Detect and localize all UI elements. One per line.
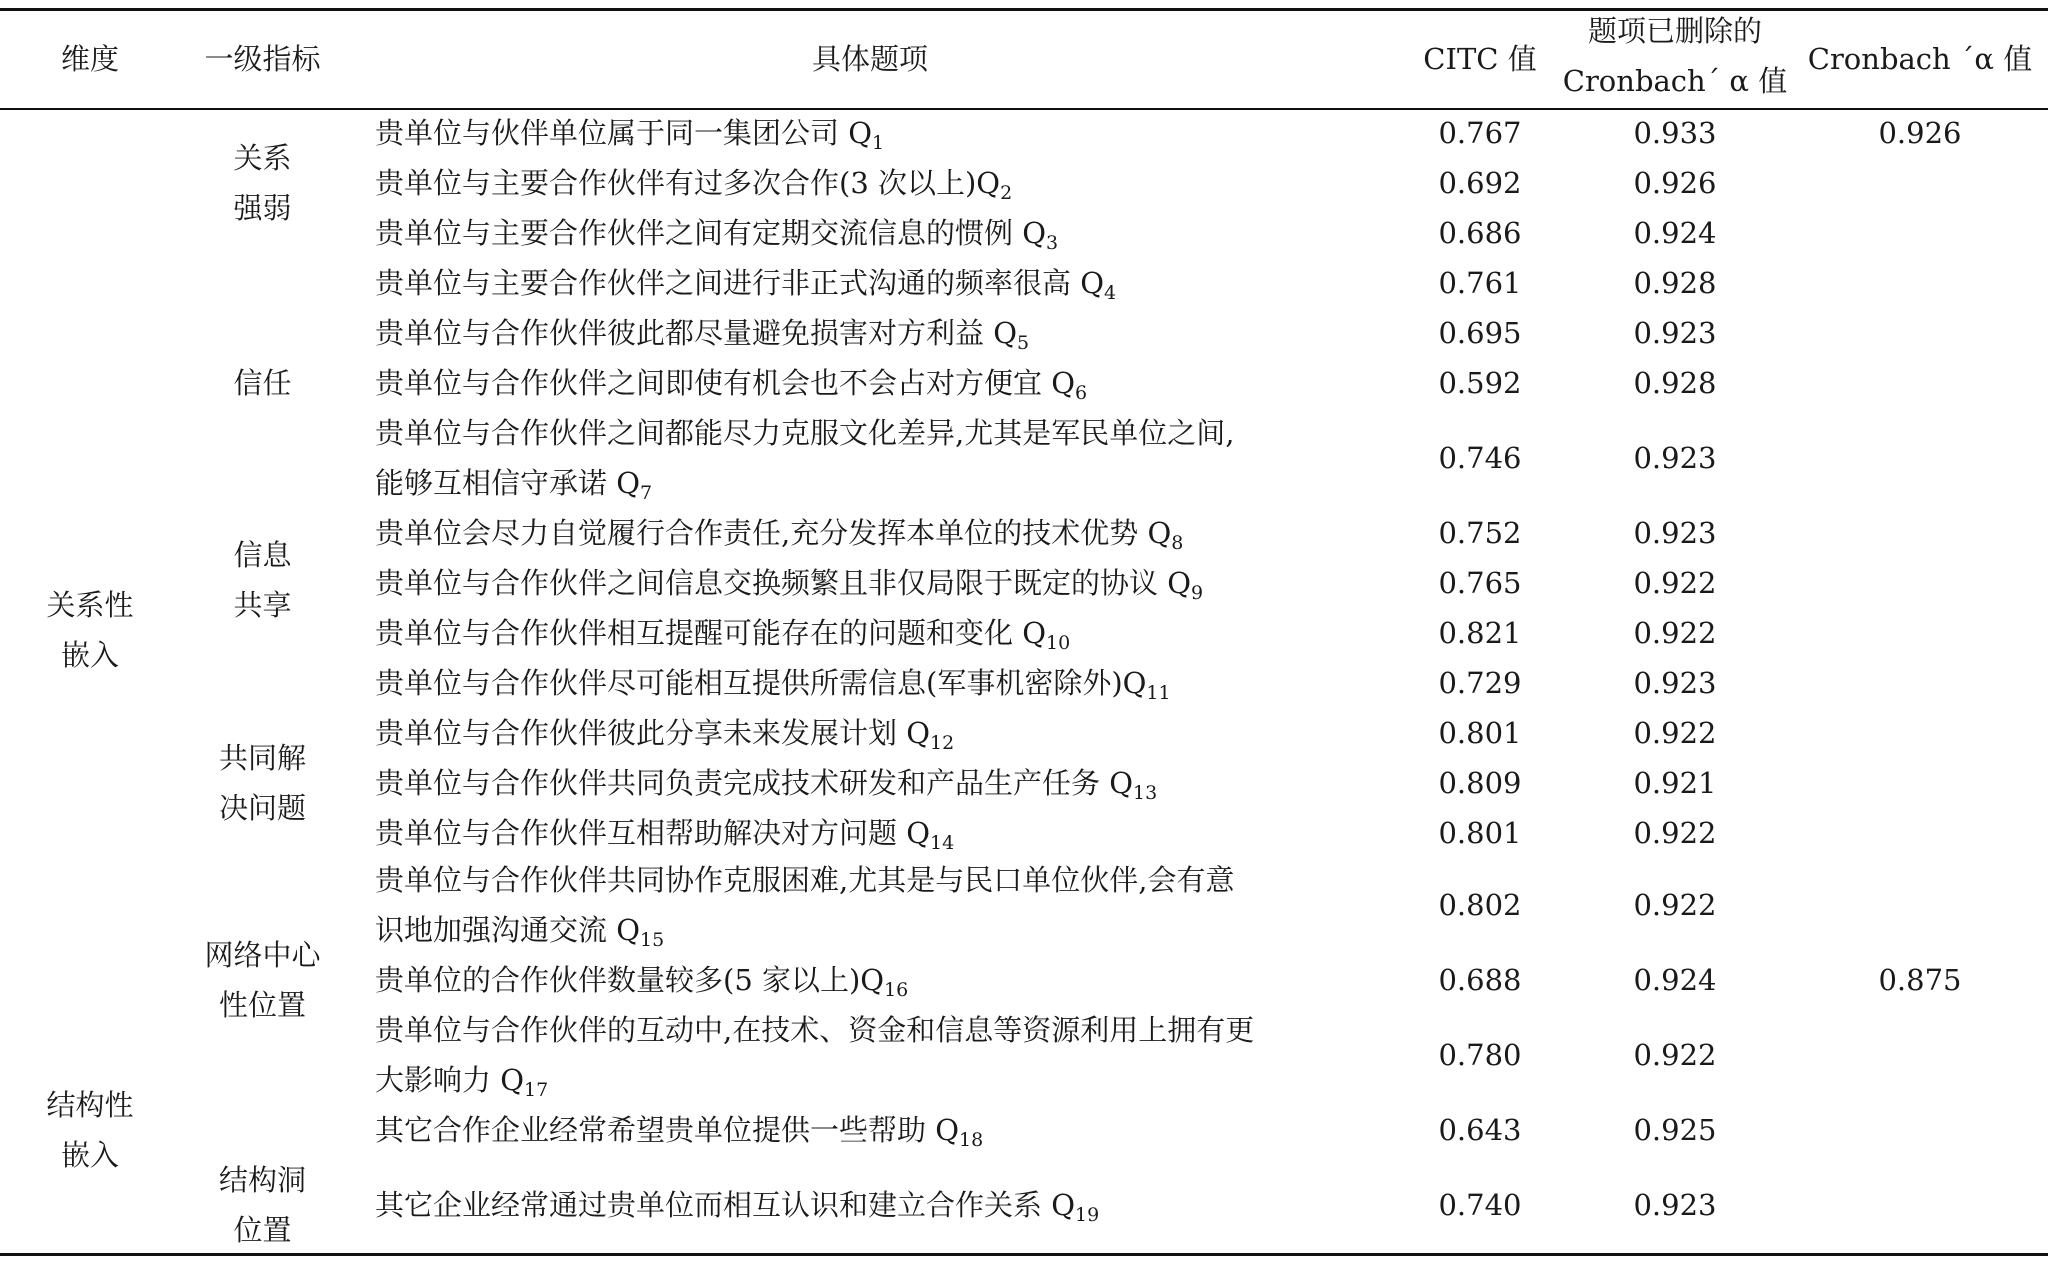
item-text: 贵单位与合作伙伴之间都能尽力克服文化差异,尤其是军民单位之间,: [375, 416, 1235, 450]
indicator-tie-strength-line2: 强弱: [233, 191, 292, 225]
citc-value: 0.643: [1438, 1113, 1522, 1147]
item-text: 其它合作企业经常希望贵单位提供一些帮助 $Q_{18}$: [375, 1113, 984, 1151]
header-deleted-line1: 题项已删除的: [1587, 14, 1762, 48]
deleted-alpha-value: 0.933: [1633, 116, 1717, 150]
citc-value: 0.692: [1438, 166, 1522, 200]
item-text: 贵单位与主要合作伙伴有过多次合作(3 次以上)$Q_2$: [375, 166, 1013, 204]
deleted-alpha-value: 0.925: [1633, 1113, 1717, 1147]
deleted-alpha-value: 0.923: [1633, 666, 1717, 700]
item-text: 贵单位与合作伙伴共同协作克服困难,尤其是与民口单位伙伴,会有意: [375, 863, 1235, 897]
citc-value: 0.592: [1438, 366, 1522, 400]
item-text: 贵单位的合作伙伴数量较多(5 家以上)$Q_{16}$: [375, 963, 909, 1001]
citc-value: 0.801: [1438, 716, 1522, 750]
item-text-continued: 大影响力 $Q_{17}$: [375, 1063, 549, 1101]
item-text: 贵单位与伙伴单位属于同一集团公司 $Q_1$: [375, 116, 885, 154]
indicator-centrality-line2: 性位置: [218, 988, 306, 1022]
indicator-centrality-line1: 网络中心: [204, 938, 321, 972]
deleted-alpha-value: 0.922: [1633, 566, 1717, 600]
indicator-joint-problem-line1: 共同解: [218, 741, 306, 775]
item-text: 贵单位与合作伙伴之间即使有机会也不会占对方便宜 $Q_6$: [375, 366, 1088, 404]
citc-value: 0.729: [1438, 666, 1522, 700]
item-text: 贵单位与主要合作伙伴之间进行非正式沟通的频率很高 $Q_4$: [375, 266, 1117, 304]
item-text: 贵单位与合作伙伴彼此分享未来发展计划 $Q_{12}$: [375, 716, 955, 754]
deleted-alpha-value: 0.922: [1633, 1038, 1717, 1072]
indicator-joint-problem-line2: 决问题: [218, 791, 306, 825]
citc-value: 0.740: [1438, 1188, 1522, 1222]
deleted-alpha-value: 0.922: [1633, 888, 1717, 922]
indicator-structural-hole-line2: 位置: [233, 1213, 292, 1247]
dimension-relational-line2: 嵌入: [60, 638, 119, 672]
citc-value: 0.780: [1438, 1038, 1522, 1072]
item-text: 贵单位与合作伙伴互相帮助解决对方问题 $Q_{14}$: [375, 816, 955, 854]
deleted-alpha-value: 0.922: [1633, 716, 1717, 750]
header-alpha: Cronbach ´α 值: [1807, 42, 2033, 76]
header-item: 具体题项: [811, 42, 928, 76]
item-text-continued: 能够互相信守承诺 $Q_7$: [375, 466, 653, 504]
citc-value: 0.688: [1438, 963, 1522, 997]
citc-value: 0.802: [1438, 888, 1522, 922]
item-text: 贵单位与主要合作伙伴之间有定期交流信息的惯例 $Q_3$: [375, 216, 1059, 254]
citc-value: 0.821: [1438, 616, 1522, 650]
citc-value: 0.695: [1438, 316, 1522, 350]
deleted-alpha-value: 0.924: [1633, 963, 1717, 997]
indicator-info-sharing-line2: 共享: [233, 588, 292, 622]
alpha-structural: 0.875: [1878, 963, 1962, 997]
citc-value: 0.801: [1438, 816, 1522, 850]
item-text: 贵单位与合作伙伴相互提醒可能存在的问题和变化 $Q_{10}$: [375, 616, 1071, 654]
dimension-structural-line1: 结构性: [46, 1088, 134, 1122]
deleted-alpha-value: 0.924: [1633, 216, 1717, 250]
deleted-alpha-value: 0.923: [1633, 516, 1717, 550]
deleted-alpha-value: 0.928: [1633, 266, 1717, 300]
deleted-alpha-value: 0.923: [1633, 316, 1717, 350]
header-citc: CITC 值: [1423, 42, 1537, 76]
deleted-alpha-value: 0.928: [1633, 366, 1717, 400]
item-text: 贵单位与合作伙伴彼此都尽量避免损害对方利益 $Q_5$: [375, 316, 1030, 354]
citc-value: 0.809: [1438, 766, 1522, 800]
header-dimension: 维度: [60, 42, 119, 76]
dimension-structural-line2: 嵌入: [60, 1138, 119, 1172]
item-text: 贵单位与合作伙伴尽可能相互提供所需信息(军事机密除外)$Q_{11}$: [375, 666, 1171, 704]
item-text: 贵单位会尽力自觉履行合作责任,充分发挥本单位的技术优势 $Q_8$: [375, 516, 1184, 554]
alpha-relational: 0.926: [1878, 116, 1962, 150]
citc-value: 0.752: [1438, 516, 1522, 550]
deleted-alpha-value: 0.923: [1633, 1188, 1717, 1222]
deleted-alpha-value: 0.926: [1633, 166, 1717, 200]
header-level1-indicator: 一级指标: [204, 42, 321, 76]
citc-value: 0.746: [1438, 441, 1522, 475]
indicator-info-sharing-line1: 信息: [233, 538, 292, 572]
citc-value: 0.767: [1438, 116, 1522, 150]
deleted-alpha-value: 0.922: [1633, 616, 1717, 650]
indicator-trust: 信任: [233, 366, 292, 400]
header-deleted-line2: Cronbach´ α 值: [1562, 64, 1788, 98]
deleted-alpha-value: 0.923: [1633, 441, 1717, 475]
indicator-tie-strength-line1: 关系: [233, 141, 292, 175]
item-text: 贵单位与合作伙伴之间信息交换频繁且非仅局限于既定的协议 $Q_9$: [375, 566, 1204, 604]
item-text: 贵单位与合作伙伴共同负责完成技术研发和产品生产任务 $Q_{13}$: [375, 766, 1158, 804]
citc-value: 0.765: [1438, 566, 1522, 600]
deleted-alpha-value: 0.922: [1633, 816, 1717, 850]
item-text-continued: 识地加强沟通交流 $Q_{15}$: [375, 913, 665, 951]
deleted-alpha-value: 0.921: [1633, 766, 1717, 800]
citc-value: 0.761: [1438, 266, 1522, 300]
dimension-relational-line1: 关系性: [46, 588, 134, 622]
item-text: 贵单位与合作伙伴的互动中,在技术、资金和信息等资源利用上拥有更: [375, 1013, 1255, 1047]
item-text: 其它企业经常通过贵单位而相互认识和建立合作关系 $Q_{19}$: [375, 1188, 1100, 1226]
citc-value: 0.686: [1438, 216, 1522, 250]
indicator-structural-hole-line1: 结构洞: [218, 1163, 306, 1197]
